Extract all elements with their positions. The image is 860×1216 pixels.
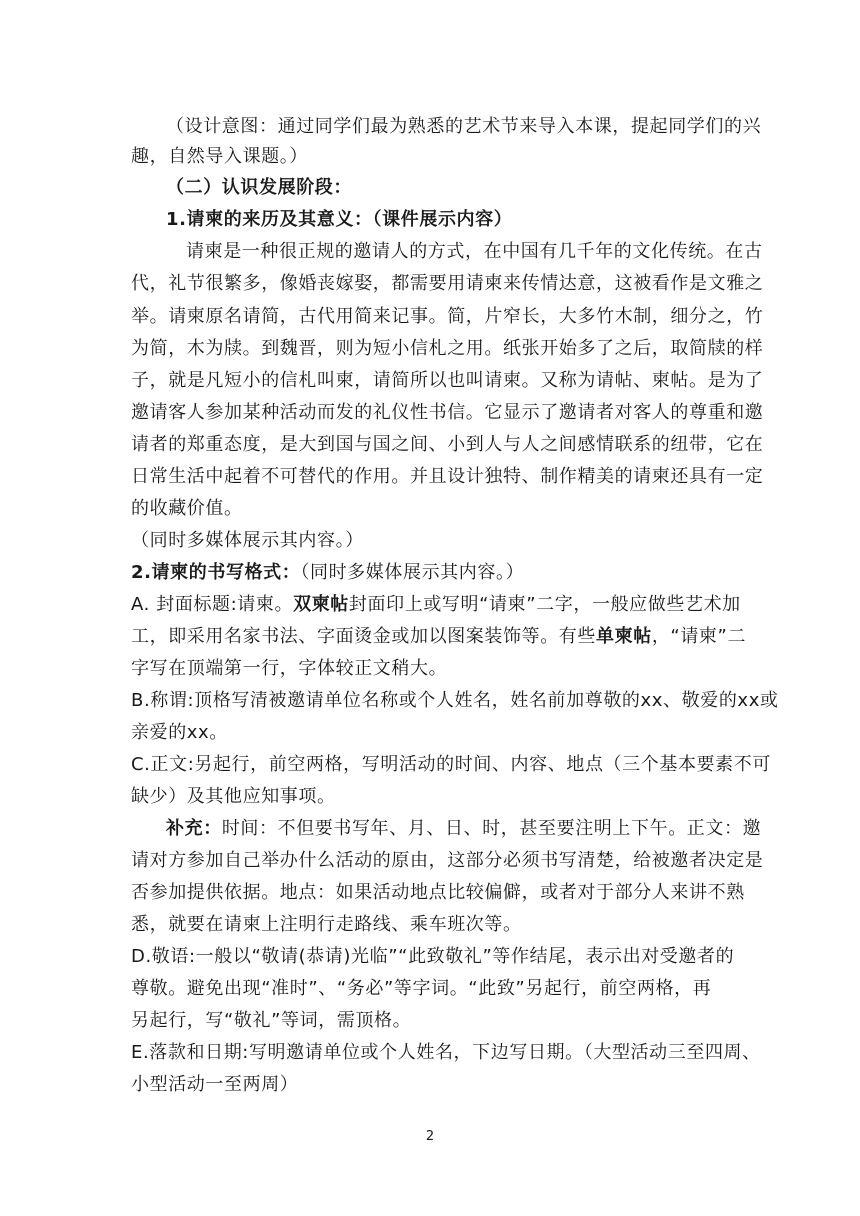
item-d-line-2: 尊敬。避免出现“准时”、“务必”等字词。“此致”另起行，前空两格，再 [131,978,712,999]
supplement-label: 补充： [166,818,222,839]
item-e-line-1: E.落款和日期:写明邀请单位或个人姓名，下边写日期。（大型活动三至四周、 [131,1042,761,1063]
item-e-line-2: 小型活动一至两周） [131,1074,299,1095]
subsection-heading-1: 1.请柬的来历及其意义：（课件展示内容） [166,209,513,230]
page-number: 2 [425,1129,435,1144]
design-intent-line-2: 趣，自然导入课题。） [131,146,308,167]
item-a-text: ，“请柬”二 [651,626,747,647]
paragraph-line: 邀请客人参加某种活动而发的礼仪性书信。它显示了邀请者对客人的尊重和邀 [131,402,764,423]
item-a-line-2 [131,624,746,650]
paragraph-line: 举。请柬原名请简，古代用简来记事。简，片窄长，大多竹木制，细分之，竹 [131,306,764,327]
supplement-text: 时间：不但要书写年、月、日、时，甚至要注明上下午。正文：邀 [221,818,762,839]
format-heading-note: （同时多媒体展示其内容。） [300,562,525,583]
supplement-line-2: 请对方参加自己举办什么活动的原由，这部分必须书写清楚，给被邀者决定是 [131,850,764,871]
item-a-text: 封面印上或写明“请柬”二字，一般应做些艺术加 [348,594,741,615]
paragraph-line: 请者的郑重态度，是大到国与国之间、小到人与人之间感情联系的纽带，它在 [131,434,764,455]
paragraph-line: 日常生活中起着不可替代的作用。并且设计独特、制作精美的请柬还具有一定 [131,466,764,487]
paragraph-line: 的收藏价值。 [131,498,243,519]
format-heading-line [131,560,524,586]
item-a-bold-term: 双柬帖 [293,594,349,615]
design-intent-line-1: （设计意图：通过同学们最为熟悉的艺术节来导入本课，提起同学们的兴 [166,116,762,137]
item-a-bold-term: 单柬帖 [596,626,652,647]
supplement-line-1 [166,816,761,842]
item-c-line-1: C.正文:另起行，前空两格，写明活动的时间、内容、地点（三个基本要素不可 [131,754,771,775]
item-d-line-3: 另起行，写“敬礼”等词，需顶格。 [131,1010,412,1031]
paragraph-line: 子，就是凡短小的信札叫柬，请简所以也叫请柬。又称为请帖、柬帖。是为了 [131,370,764,391]
paragraph-line: 代，礼节很繁多，像婚丧嫁娶，都需要用请柬来传情达意，这被看作是文雅之 [131,273,764,294]
item-a-line-1 [131,592,741,618]
item-d-line-1: D.敬语:一般以“敬请(恭请)光临”“此致敬礼”等作结尾，表示出对受邀者的 [131,946,735,967]
format-heading: 2.请柬的书写格式： [131,562,301,583]
paragraph-line: 为简，木为牍。到魏晋，则为短小信札之用。纸张开始多了之后，取简牍的样 [131,338,764,359]
supplement-line-3: 否参加提供依据。地点：如果活动地点比较偏僻，或者对于部分人来讲不熟 [131,882,745,903]
item-a-text: A. 封面标题:请柬。 [131,594,294,615]
item-a-line-3: 字写在顶端第一行，字体较正文稍大。 [131,658,448,679]
supplement-line-4: 悉，就要在请柬上注明行走路线、乘车班次等。 [131,914,522,935]
section-heading: （二）认识发展阶段： [166,177,352,198]
paragraph-line: 请柬是一种很正规的邀请人的方式，在中国有几千年的文化传统。在古 [186,241,763,262]
item-b-line-2: 亲爱的xx。 [131,722,228,743]
multimedia-note: （同时多媒体展示其内容。） [131,530,364,551]
item-b-line-1: B.称谓:顶格写清被邀请单位名称或个人姓名，姓名前加尊敬的xx、敬爱的xx或 [131,690,779,711]
item-a-text: 工，即采用名家书法、字面烫金或加以图案装饰等。有些 [131,626,596,647]
item-c-line-2: 缺少）及其他应知事项。 [131,786,336,807]
